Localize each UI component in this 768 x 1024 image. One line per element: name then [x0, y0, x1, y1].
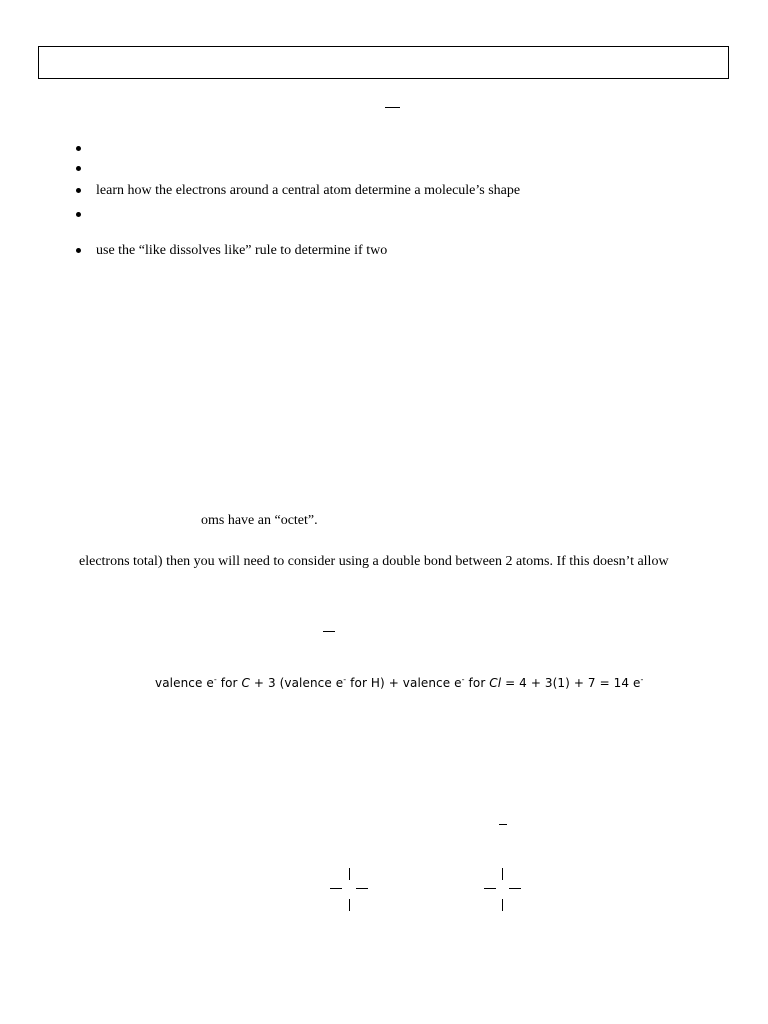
double-bond-text: electrons total) then you will need to consider using a double bond between 2 atoms. If this doesn’t allow [79, 554, 669, 569]
separator-dash [385, 107, 400, 108]
formula-part: for H) + valence e [346, 676, 462, 690]
bullet-icon [76, 166, 81, 171]
bond-line [349, 899, 350, 911]
bond-line [502, 899, 503, 911]
formula-element-cl: Cl [489, 676, 502, 690]
bond-line [330, 888, 342, 889]
formula-superscript: - [640, 675, 644, 684]
bullet-icon [76, 188, 81, 193]
formula-part: + 3 (valence e [249, 676, 344, 690]
bullet-icon [76, 146, 81, 151]
bullet-icon [76, 212, 81, 217]
octet-text: oms have an “octet”. [201, 513, 318, 528]
formula-part: valence e [155, 676, 214, 690]
list-item-text: learn how the electrons around a central atom determine a molecule’s shape [96, 183, 521, 198]
separator-dash [323, 631, 335, 632]
formula-element-c: C [241, 676, 250, 690]
separator-dash [499, 824, 507, 825]
bond-line [484, 888, 496, 889]
formula-superscript: - [461, 675, 465, 684]
formula-part: for [464, 676, 490, 690]
valence-electron-formula [155, 675, 644, 690]
title-box [38, 46, 729, 79]
formula-superscript: - [213, 675, 217, 684]
bond-line [356, 888, 368, 889]
formula-part: = 4 + 3(1) + 7 = 14 e [501, 676, 641, 690]
formula-part: for [216, 676, 242, 690]
formula-superscript: - [343, 675, 347, 684]
bullet-icon [76, 248, 81, 253]
bond-line [509, 888, 521, 889]
list-item-text: use the “like dissolves like” rule to determine if two [96, 243, 388, 258]
bond-line [502, 868, 503, 880]
bond-line [349, 868, 350, 880]
